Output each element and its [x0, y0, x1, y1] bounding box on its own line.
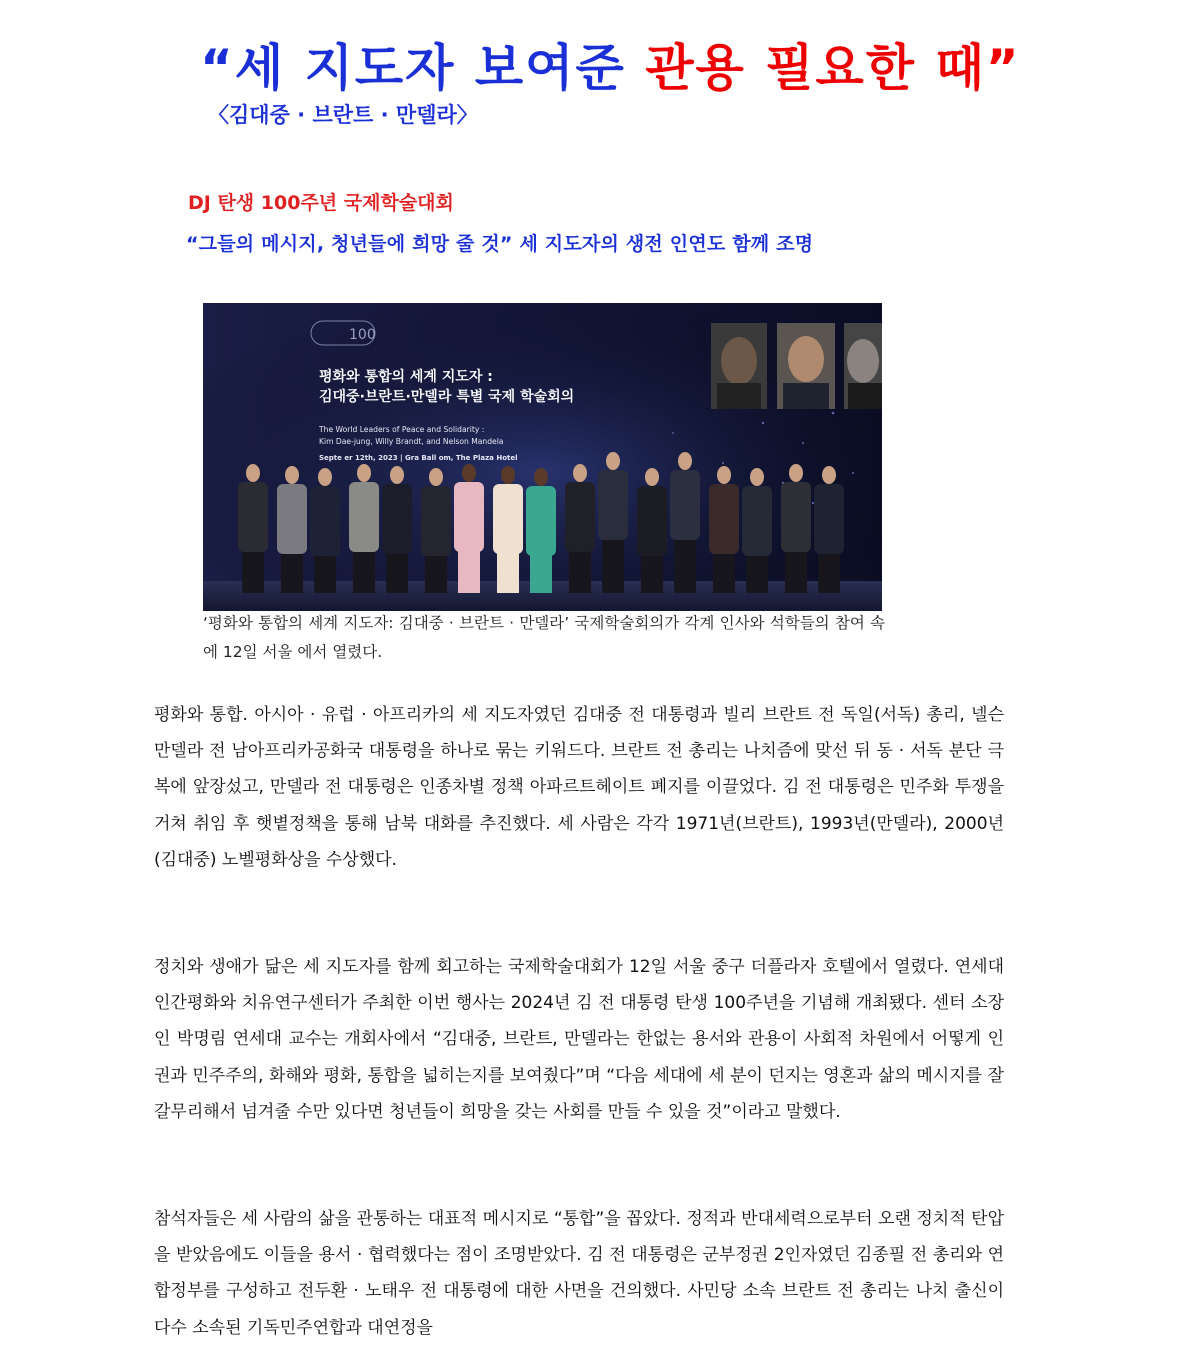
person-figure	[598, 452, 628, 593]
banner-logo-text: 100	[349, 327, 376, 343]
headline	[200, 38, 1020, 98]
banner-title-1: 평화와 통합의 세계 지도자 :	[319, 369, 493, 385]
person-figure	[421, 468, 451, 593]
person-figure	[781, 464, 811, 593]
portrait-brandt	[844, 323, 882, 409]
paragraph-3: 참석자들은 세 사람의 삶을 관통하는 대표적 메시지로 “통합”을 꼽았다. 정적과 반대세력으로부터 오랜 정치적 탄압을 받았음에도 이들을 용서 · 협력했다는 점이 조명받았다. 김 전 대통령은 군부정권 2인자였던 김종필 전 총리와 연합정부를 구성하고 전두환 · 노태우 전 대통령에 대한 사면을 건의했다. 사민당 소속 브란트 전 총리는 나치 출신이 다수 소속된 기독민주연합과 대연정을	[154, 1209, 1004, 1338]
banner-en-2: Kim Dae-jung, Willy Brandt, and Nelson Mandela	[319, 437, 504, 446]
photo-caption: ‘평화와 통합의 세계 지도자: 김대중 · 브란트 · 만델라’ 국제학술회의가 각계 인사와 석학들의 참여 속에 12일 서울 에서 열렸다.	[203, 614, 885, 661]
person-figure	[565, 464, 595, 593]
headline-names: 〈김대중 · 브란트 · 만델라〉	[208, 103, 478, 127]
portrait-mandela	[711, 323, 767, 409]
paragraph-1: 평화와 통합. 아시아 · 유럽 · 아프리카의 세 지도자였던 김대중 전 대통령과 빌리 브란트 전 독일(서독) 총리, 넬슨 만델라 전 남아프리카공화국 대통령을 하나로 묶는 키워드다. 브란트 전 총리는 나치즘에 맞선 뒤 동 · 서독 분단 극복에 앞장섰고, 만델라 전 대통령은 인종차별 정책 아파르트헤이트 폐지를 이끌었다. 김 전 대통령은 민주화 투쟁을 거쳐 취임 후 햇볕정책을 통해 남북 대화를 추진했다. 세 사람은 각각 1971년(브란트), 1993년(만델라), 2000년(김대중) 노벨평화상을 수상했다.	[154, 705, 1004, 870]
person-figure	[277, 466, 307, 593]
banner-title-2: 김대중·브란트·만델라 특별 국제 학술회의	[319, 389, 575, 405]
banner-en-1: The World Leaders of Peace and Solidarity :	[319, 425, 485, 434]
portrait-kim	[777, 323, 835, 409]
headline-part-2: 관용 필요한 때”	[645, 39, 1021, 97]
person-figure	[742, 468, 772, 593]
person-figure	[382, 466, 412, 593]
people-group	[238, 452, 844, 593]
person-figure	[814, 466, 844, 593]
person-figure	[493, 466, 523, 593]
subheadline: “그들의 메시지, 청년들에 희망 줄 것” 세 지도자의 생전 인연도 함께 조명	[186, 233, 814, 255]
person-figure	[454, 464, 484, 593]
person-figure	[709, 466, 739, 593]
headline-part-1: “세 지도자 보여준	[200, 39, 646, 97]
paragraph-2: 정치와 생애가 닮은 세 지도자를 함께 회고하는 국제학술대회가 12일 서울 중구 더플라자 호텔에서 열렸다. 연세대 인간평화와 치유연구센터가 주최한 이번 행사는 2024년 김 전 대통령 탄생 100주년을 기념해 개최됐다. 센터 소장인 박명림 연세대 교수는 개회사에서 “김대중, 브란트, 만델라는 한없는 용서와 관용이 사회적 차원에서 어떻게 인권과 민주주의, 화해와 평화, 통합을 넓히는지를 보여줬다”며 “다음 세대에 세 분이 던지는 영혼과 삶의 메시지를 잘 갈무리해서 넘겨줄 수만 있다면 청년들이 희망을 갖는 사회를 만들 수 있을 것”이라고 말했다.	[154, 957, 1004, 1122]
banner-date: Septe er 12th, 2023 | Gra Ball om, The Plaza Hotel	[319, 454, 518, 462]
person-figure	[238, 464, 268, 593]
person-figure	[349, 464, 379, 593]
person-figure	[670, 452, 700, 593]
person-figure	[310, 468, 340, 593]
person-figure	[526, 468, 556, 593]
person-figure	[637, 468, 667, 593]
event-photo	[203, 303, 882, 611]
kicker: DJ 탄생 100주년 국제학술대회	[188, 192, 454, 214]
